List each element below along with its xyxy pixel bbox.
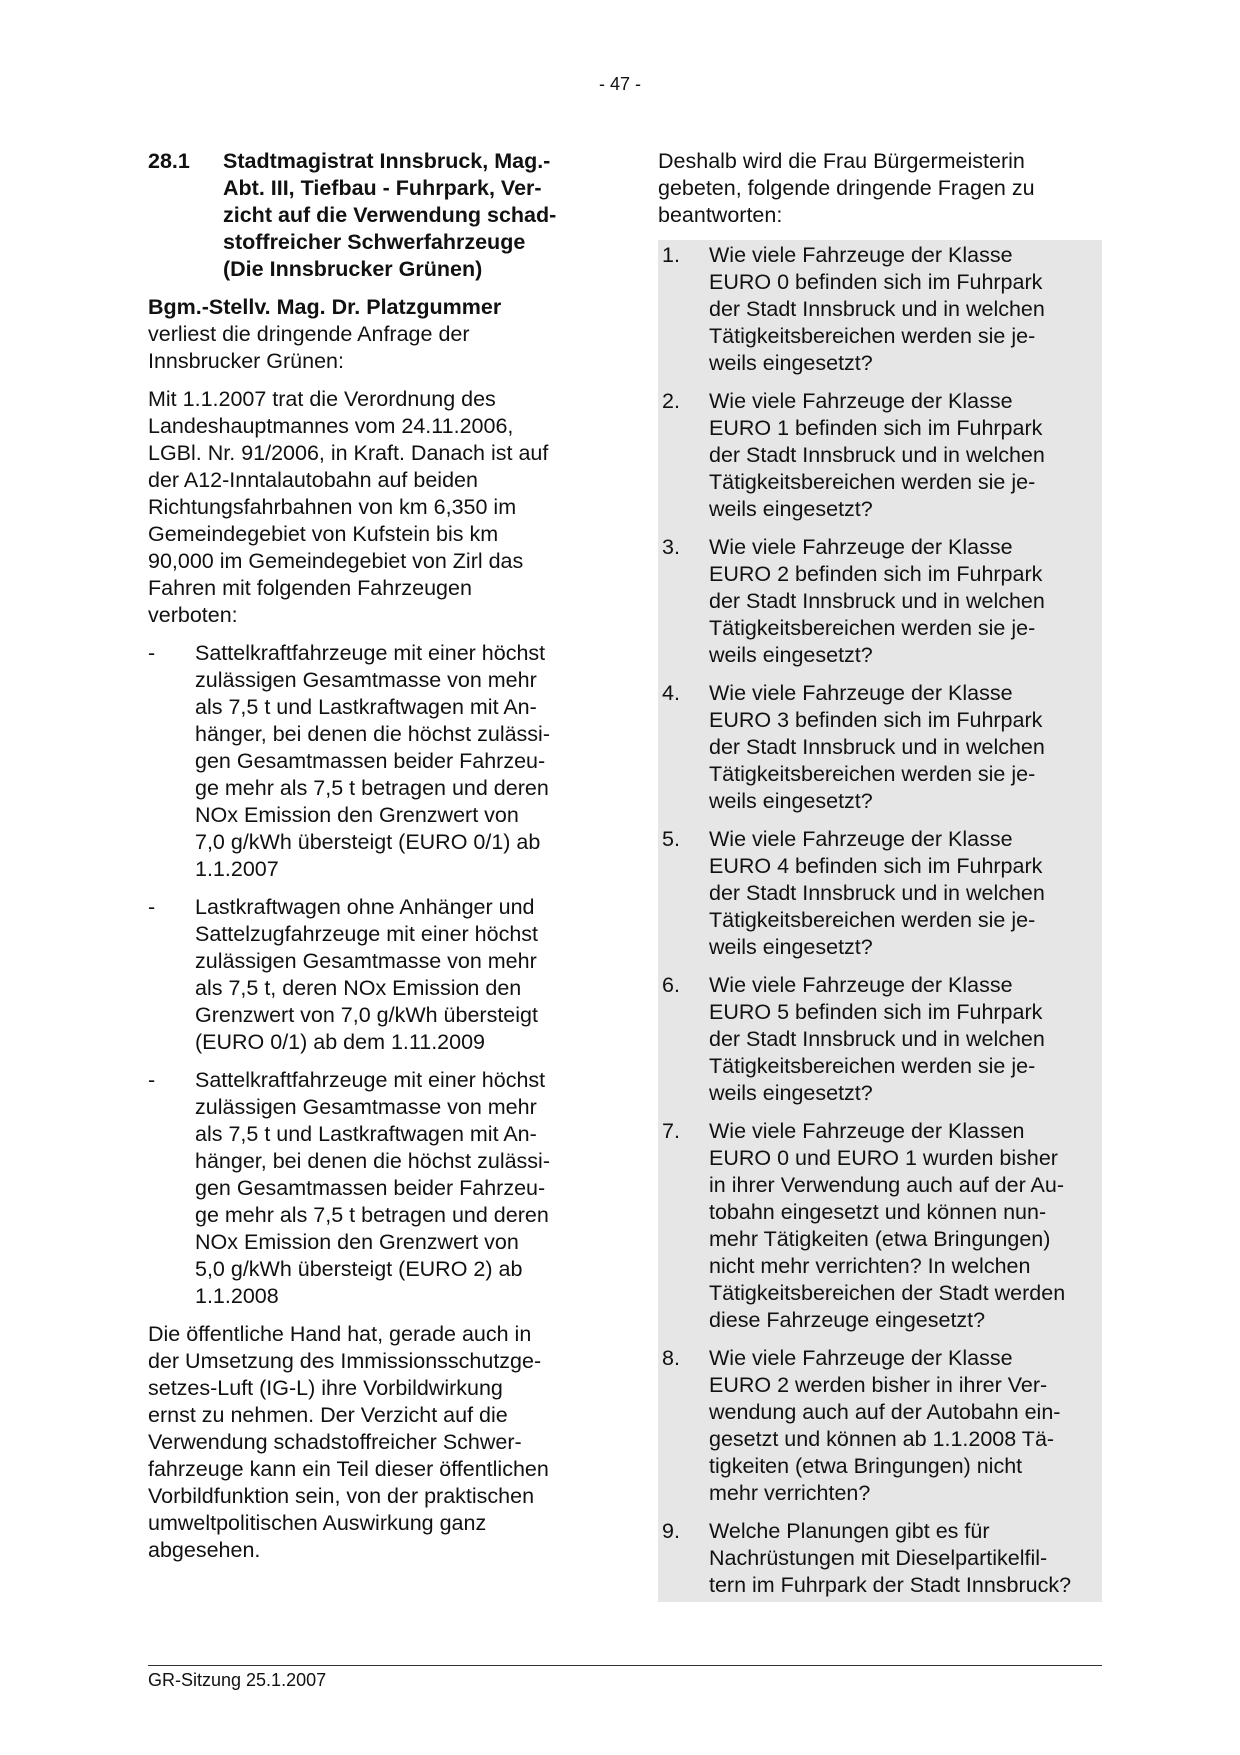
question-line: Tätigkeitsbereichen werden sie je- bbox=[709, 908, 1036, 932]
question-text bbox=[709, 826, 1102, 961]
intro-line: 90,000 im Gemeindegebiet von Zirl das bbox=[148, 549, 524, 573]
intro-line: der A12-Inntalautobahn auf beiden bbox=[148, 468, 478, 492]
list-line: zulässigen Gesamtmasse von mehr bbox=[195, 949, 537, 973]
prohibition-list bbox=[148, 640, 585, 1310]
question-text bbox=[709, 534, 1102, 669]
list-line: 1.1.2007 bbox=[195, 857, 279, 881]
question-line: Wie viele Fahrzeuge der Klasse bbox=[709, 973, 1013, 997]
list-line: ge mehr als 7,5 t betragen und deren bbox=[195, 776, 549, 800]
closing-line: abgesehen. bbox=[148, 1538, 261, 1562]
list-line: hänger, bei denen die höchst zulässi- bbox=[195, 722, 550, 746]
intro-line: Fahren mit folgenden Fahrzeugen bbox=[148, 576, 472, 600]
list-line: zulässigen Gesamtmasse von mehr bbox=[195, 1095, 537, 1119]
question-line: Wie viele Fahrzeuge der Klasse bbox=[709, 827, 1013, 851]
list-line: NOx Emission den Grenzwert von bbox=[195, 803, 519, 827]
intro-line: Mit 1.1.2007 trat die Verordnung des bbox=[148, 387, 496, 411]
list-line: hänger, bei denen die höchst zulässi- bbox=[195, 1149, 550, 1173]
question-line: weils eingesetzt? bbox=[709, 497, 873, 521]
question-line: tern im Fuhrpark der Stadt Innsbruck? bbox=[709, 1573, 1072, 1597]
question-line: weils eingesetzt? bbox=[709, 1081, 873, 1105]
question-number: 7. bbox=[662, 1119, 680, 1143]
question-line: Wie viele Fahrzeuge der Klasse bbox=[709, 389, 1013, 413]
list-line: Lastkraftwagen ohne Anhänger und bbox=[195, 895, 535, 919]
list-line: zulässigen Gesamtmasse von mehr bbox=[195, 668, 537, 692]
question-item bbox=[658, 534, 1102, 669]
closing-line: der Umsetzung des Immissionsschutzge- bbox=[148, 1349, 542, 1373]
dash-marker: - bbox=[148, 895, 156, 919]
question-item bbox=[658, 1118, 1102, 1334]
question-item bbox=[658, 680, 1102, 815]
list-item bbox=[148, 1067, 585, 1310]
section-title bbox=[223, 148, 585, 283]
speaker-line: Innsbrucker Grünen: bbox=[148, 349, 344, 373]
question-line: nicht mehr verrichten? In welchen bbox=[709, 1254, 1031, 1278]
list-line: Sattelkraftfahrzeuge mit einer höchst bbox=[195, 1068, 546, 1092]
question-line: Tätigkeitsbereichen werden sie je- bbox=[709, 762, 1036, 786]
intro-line: verboten: bbox=[148, 603, 238, 627]
section-title-line: zicht auf die Verwendung schad- bbox=[223, 203, 557, 227]
speaker-paragraph bbox=[148, 294, 585, 375]
question-text bbox=[709, 680, 1102, 815]
question-text bbox=[709, 388, 1102, 523]
closing-line: fahrzeuge kann ein Teil dieser öffentlichen bbox=[148, 1457, 549, 1481]
intro-line: Landeshauptmannes vom 24.11.2006, bbox=[148, 414, 514, 438]
list-line: 7,0 g/kWh übersteigt (EURO 0/1) ab bbox=[195, 830, 541, 854]
question-line: mehr verrichten? bbox=[709, 1481, 871, 1505]
intro-line: Richtungsfahrbahnen von km 6,350 im bbox=[148, 495, 517, 519]
closing-paragraph bbox=[148, 1321, 585, 1564]
section-title-line: Stadtmagistrat Innsbruck, Mag.- bbox=[223, 149, 551, 173]
list-line: (EURO 0/1) ab dem 1.11.2009 bbox=[195, 1030, 486, 1054]
closing-line: Vorbildfunktion sein, von der praktischen bbox=[148, 1484, 535, 1508]
question-line: EURO 2 werden bisher in ihrer Ver- bbox=[709, 1373, 1048, 1397]
question-line: EURO 3 befinden sich im Fuhrpark bbox=[709, 708, 1043, 732]
question-text bbox=[709, 1345, 1102, 1507]
question-line: tobahn eingesetzt und können nun- bbox=[709, 1200, 1047, 1224]
dash-marker: - bbox=[148, 641, 156, 665]
question-text bbox=[709, 1518, 1102, 1599]
question-line: EURO 4 befinden sich im Fuhrpark bbox=[709, 854, 1043, 878]
dash-marker: - bbox=[148, 1068, 156, 1092]
question-item bbox=[658, 1345, 1102, 1507]
intro-line: LGBl. Nr. 91/2006, in Kraft. Danach ist auf bbox=[148, 441, 549, 465]
list-line: 1.1.2008 bbox=[195, 1284, 279, 1308]
section-title-line: Abt. III, Tiefbau - Fuhrpark, Ver- bbox=[223, 176, 542, 200]
page-number: - 47 - bbox=[598, 74, 641, 94]
question-line: diese Fahrzeuge eingesetzt? bbox=[709, 1308, 986, 1332]
footer-divider bbox=[148, 1665, 1102, 1666]
section-heading bbox=[148, 148, 585, 283]
footer-label: GR-Sitzung 25.1.2007 bbox=[148, 1670, 327, 1690]
intro-line: gebeten, folgende dringende Fragen zu bbox=[658, 176, 1035, 200]
list-line: gen Gesamtmassen beider Fahrzeu- bbox=[195, 749, 546, 773]
questions-list bbox=[658, 240, 1102, 1602]
question-line: Tätigkeitsbereichen werden sie je- bbox=[709, 616, 1036, 640]
question-line: weils eingesetzt? bbox=[709, 935, 873, 959]
question-line: weils eingesetzt? bbox=[709, 789, 873, 813]
list-item-text bbox=[195, 894, 585, 1056]
question-line: Nachrüstungen mit Dieselpartikelfil- bbox=[709, 1546, 1048, 1570]
speaker-line: verliest die dringende Anfrage der bbox=[148, 322, 470, 346]
list-item bbox=[148, 894, 585, 1056]
question-text bbox=[709, 242, 1102, 377]
question-line: Wie viele Fahrzeuge der Klasse bbox=[709, 681, 1013, 705]
question-line: wendung auch auf der Autobahn ein- bbox=[709, 1400, 1061, 1424]
question-line: in ihrer Verwendung auch auf der Au- bbox=[709, 1173, 1064, 1197]
question-line: gesetzt und können ab 1.1.2008 Tä- bbox=[709, 1427, 1055, 1451]
question-line: weils eingesetzt? bbox=[709, 643, 873, 667]
list-line: ge mehr als 7,5 t betragen und deren bbox=[195, 1203, 549, 1227]
list-line: NOx Emission den Grenzwert von bbox=[195, 1230, 519, 1254]
left-column bbox=[148, 148, 585, 1575]
question-item bbox=[658, 972, 1102, 1107]
closing-line: Verwendung schadstoffreicher Schwer- bbox=[148, 1430, 522, 1454]
question-line: der Stadt Innsbruck und in welchen bbox=[709, 735, 1045, 759]
question-line: Welche Planungen gibt es für bbox=[709, 1519, 990, 1543]
list-item-text bbox=[195, 1067, 585, 1310]
question-line: Tätigkeitsbereichen der Stadt werden bbox=[709, 1281, 1066, 1305]
question-line: mehr Tätigkeiten (etwa Bringungen) bbox=[709, 1227, 1051, 1251]
question-line: der Stadt Innsbruck und in welchen bbox=[709, 443, 1045, 467]
list-line: Sattelkraftfahrzeuge mit einer höchst bbox=[195, 641, 546, 665]
question-number: 6. bbox=[662, 973, 680, 997]
list-line: als 7,5 t und Lastkraftwagen mit An- bbox=[195, 695, 537, 719]
question-line: Wie viele Fahrzeuge der Klasse bbox=[709, 243, 1013, 267]
question-number: 1. bbox=[662, 243, 680, 267]
list-line: 5,0 g/kWh übersteigt (EURO 2) ab bbox=[195, 1257, 523, 1281]
question-line: EURO 5 befinden sich im Fuhrpark bbox=[709, 1000, 1043, 1024]
list-line: gen Gesamtmassen beider Fahrzeu- bbox=[195, 1176, 546, 1200]
question-number: 9. bbox=[662, 1519, 680, 1543]
question-line: Wie viele Fahrzeuge der Klasse bbox=[709, 535, 1013, 559]
question-line: der Stadt Innsbruck und in welchen bbox=[709, 1027, 1045, 1051]
list-line: als 7,5 t, deren NOx Emission den bbox=[195, 976, 522, 1000]
closing-line: setzes-Luft (IG-L) ihre Vorbildwirkung bbox=[148, 1376, 503, 1400]
question-item bbox=[658, 388, 1102, 523]
question-line: weils eingesetzt? bbox=[709, 351, 873, 375]
question-text bbox=[709, 1118, 1102, 1334]
list-line: Sattelzugfahrzeuge mit einer höchst bbox=[195, 922, 539, 946]
question-number: 5. bbox=[662, 827, 680, 851]
question-line: Tätigkeitsbereichen werden sie je- bbox=[709, 470, 1036, 494]
closing-line: umweltpolitischen Auswirkung ganz bbox=[148, 1511, 487, 1535]
section-title-line: (Die Innsbrucker Grünen) bbox=[223, 257, 483, 281]
questions-intro bbox=[658, 148, 1102, 229]
question-number: 4. bbox=[662, 681, 680, 705]
intro-line: beantworten: bbox=[658, 203, 783, 227]
list-line: Grenzwert von 7,0 g/kWh übersteigt bbox=[195, 1003, 538, 1027]
question-number: 2. bbox=[662, 389, 680, 413]
question-number: 3. bbox=[662, 535, 680, 559]
intro-paragraph bbox=[148, 386, 585, 629]
speaker-name: Bgm.-Stellv. Mag. Dr. Platzgummer bbox=[148, 295, 502, 319]
section-title-line: stoffreicher Schwerfahrzeuge bbox=[223, 230, 526, 254]
question-line: Tätigkeitsbereichen werden sie je- bbox=[709, 1054, 1036, 1078]
question-line: der Stadt Innsbruck und in welchen bbox=[709, 297, 1045, 321]
question-text bbox=[709, 972, 1102, 1107]
list-item-text bbox=[195, 640, 585, 883]
question-number: 8. bbox=[662, 1346, 680, 1370]
question-line: EURO 1 befinden sich im Fuhrpark bbox=[709, 416, 1043, 440]
question-line: der Stadt Innsbruck und in welchen bbox=[709, 881, 1045, 905]
section-number: 28.1 bbox=[148, 149, 190, 173]
list-line: als 7,5 t und Lastkraftwagen mit An- bbox=[195, 1122, 537, 1146]
right-column bbox=[658, 148, 1102, 1602]
question-line: Tätigkeitsbereichen werden sie je- bbox=[709, 324, 1036, 348]
question-line: EURO 0 und EURO 1 wurden bisher bbox=[709, 1146, 1058, 1170]
question-line: EURO 0 befinden sich im Fuhrpark bbox=[709, 270, 1043, 294]
question-line: Wie viele Fahrzeuge der Klassen bbox=[709, 1119, 1025, 1143]
question-line: Wie viele Fahrzeuge der Klasse bbox=[709, 1346, 1013, 1370]
intro-line: Gemeindegebiet von Kufstein bis km bbox=[148, 522, 499, 546]
intro-line: Deshalb wird die Frau Bürgermeisterin bbox=[658, 149, 1025, 173]
closing-line: ernst zu nehmen. Der Verzicht auf die bbox=[148, 1403, 508, 1427]
question-line: der Stadt Innsbruck und in welchen bbox=[709, 589, 1045, 613]
question-item bbox=[658, 1518, 1102, 1599]
question-item bbox=[658, 242, 1102, 377]
question-line: EURO 2 befinden sich im Fuhrpark bbox=[709, 562, 1043, 586]
question-item bbox=[658, 826, 1102, 961]
question-line: tigkeiten (etwa Bringungen) nicht bbox=[709, 1454, 1023, 1478]
closing-line: Die öffentliche Hand hat, gerade auch in bbox=[148, 1322, 532, 1346]
list-item bbox=[148, 640, 585, 883]
